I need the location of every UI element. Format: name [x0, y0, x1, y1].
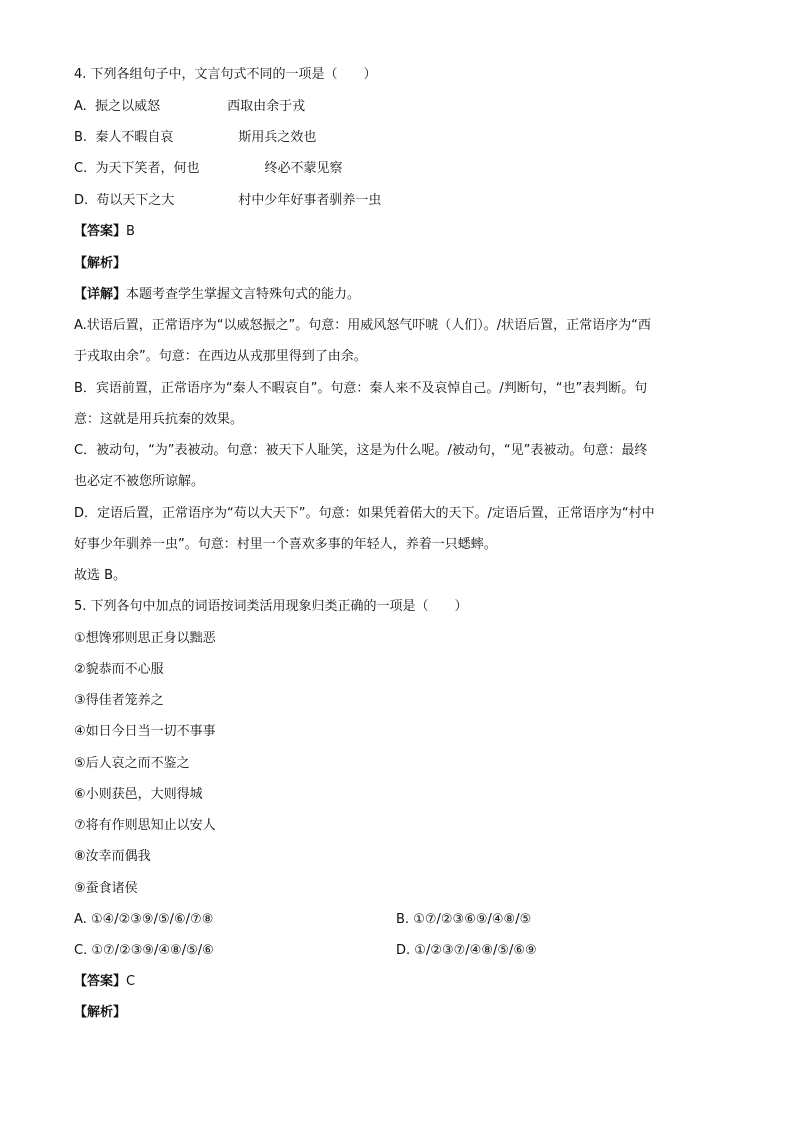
question-4-stem: 4. 下列各组句子中，文言句式不同的一项是（ ） — [74, 67, 377, 82]
q5-item: ④如日今日当一切不事事 — [74, 724, 216, 739]
option-label: A. — [74, 99, 87, 114]
q5-item: ⑨蚕食诸侯 — [74, 881, 138, 896]
q5-option-a — [74, 910, 213, 930]
q5-item: ⑧汝幸而偶我 — [74, 849, 151, 864]
explanation-line: B．宾语前置，正常语序为“秦人不暇哀自”。句意：秦人来不及哀悼自己。/判断句，“也”表判断。句 — [74, 381, 648, 396]
option-first: 振之以威怒 — [95, 99, 161, 114]
analysis-tag: 【解析】 — [74, 256, 127, 271]
explanation-line: 好事少年驯养一虫”。句意：村里一个喜欢多事的年轻人，养着一只蟋蟀。 — [74, 537, 497, 552]
option-text: ①⑦/②③⑨/④⑧/⑤/⑥ — [91, 943, 214, 958]
q5-item: ⑦将有作则思知止以安人 — [74, 818, 216, 833]
answer-tag: 【答案】 — [74, 224, 127, 239]
q5-item: ③得佳者笼养之 — [74, 693, 164, 708]
q5-answer — [74, 972, 135, 992]
option-first: 秦人不暇自哀 — [95, 130, 174, 145]
q5-item: ⑤后人哀之而不鉴之 — [74, 756, 190, 771]
option-label: C. — [74, 161, 88, 176]
answer-value: C — [126, 974, 136, 989]
option-label: A. — [74, 912, 87, 927]
option-second: 终必不蒙见察 — [264, 161, 343, 176]
option-label: D. — [74, 193, 89, 208]
q5-item: ⑥小则获邑，大则得城 — [74, 787, 203, 802]
option-label: C. — [74, 943, 88, 958]
option-label: B. — [396, 912, 410, 927]
explanation-line: 于戎取由余”。句意：在西边从戎那里得到了由余。 — [74, 349, 367, 364]
option-text: ①/②③⑦/④⑧/⑤/⑥⑨ — [414, 943, 537, 958]
analysis-tag: 【解析】 — [74, 1005, 127, 1020]
answer-value: B — [126, 224, 135, 239]
explanation-line: A.状语后置，正常语序为“以威怒振之”。句意：用威风怒气吓唬（人们）。/状语后置，正常语序为“西 — [74, 318, 651, 333]
q4-option-a — [74, 97, 305, 117]
q4-analysis-tag — [74, 254, 126, 274]
option-text: ①⑦/②③⑥⑨/④⑧/⑤ — [413, 912, 532, 927]
option-second: 村中少年好事者驯养一虫 — [238, 193, 382, 208]
q5-option-d — [396, 941, 537, 961]
detail-intro: 本题考查学生掌握文言特殊句式的能力。 — [126, 287, 361, 302]
option-first: 苟以天下之大 — [96, 193, 175, 208]
q5-analysis-tag — [74, 1003, 126, 1023]
detail-tag: 【详解】 — [74, 287, 127, 302]
explanation-line: 意：这就是用兵抗秦的效果。 — [74, 412, 244, 427]
option-label: B. — [74, 130, 88, 145]
q4-answer — [74, 222, 135, 242]
q5-item: ①想馋邪则思正身以黜恶 — [74, 631, 216, 646]
q5-item: ②貌恭而不心服 — [74, 662, 164, 677]
question-5-stem: 5. 下列各句中加点的词语按词类活用现象归类正确的一项是（ ） — [74, 599, 468, 614]
q4-detail — [74, 285, 360, 305]
q5-option-b — [396, 910, 531, 930]
q4-option-c — [74, 159, 343, 179]
option-second: 西取由余于戎 — [227, 99, 306, 114]
q4-option-d — [74, 191, 381, 211]
q4-option-b — [74, 128, 316, 148]
explanation-line: 也必定不被您所谅解。 — [74, 474, 205, 489]
answer-tag: 【答案】 — [74, 974, 127, 989]
explanation-line: D．定语后置，正常语序为“苟以大天下”。句意：如果凭着偌大的天下。/定语后置，正常语序为“村中 — [74, 506, 655, 521]
q5-option-c — [74, 941, 214, 961]
explanation-line: 故选 B。 — [74, 568, 127, 583]
option-first: 为天下笑者，何也 — [95, 161, 200, 176]
option-second: 斯用兵之效也 — [238, 130, 317, 145]
option-label: D. — [396, 943, 411, 958]
option-text: ①④/②③⑨/⑤/⑥/⑦⑧ — [90, 912, 214, 927]
explanation-line: C．被动句，“为”表被动。句意：被天下人耻笑，这是为什么呢。/被动句，“见”表被动。句意：最终 — [74, 443, 648, 458]
